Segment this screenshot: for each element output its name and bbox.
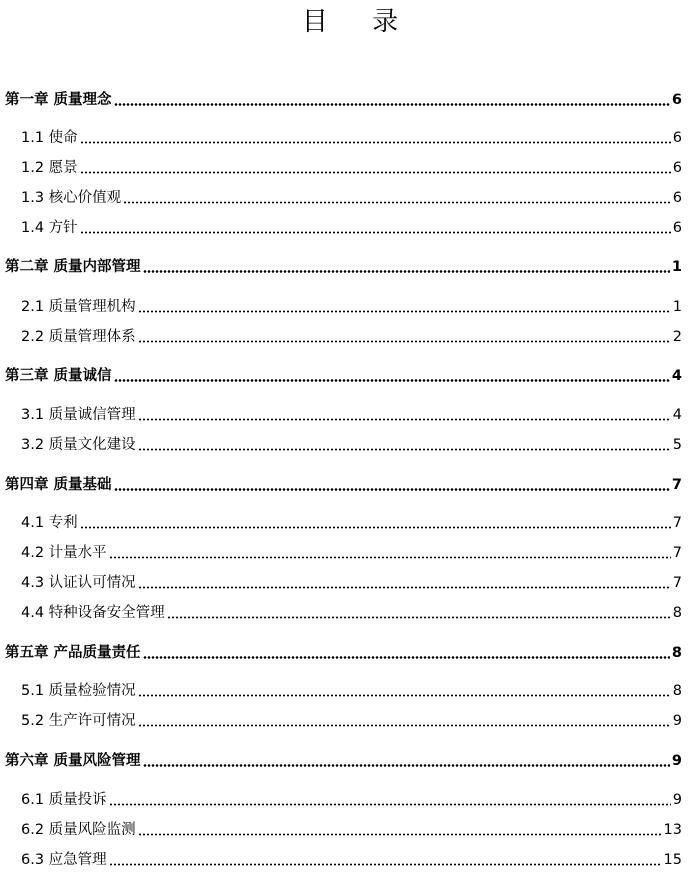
toc-page-number: 9 — [672, 713, 682, 729]
toc-dot-leader — [143, 764, 670, 767]
toc-entry-title: 第六章 质量风险管理 — [5, 753, 141, 769]
toc-dot-leader — [109, 556, 671, 559]
toc-page-number: 4 — [671, 368, 682, 384]
toc-entry-title: 4.3 认证认可情况 — [21, 575, 136, 591]
toc-entry-title: 5.1 质量检验情况 — [21, 683, 136, 699]
toc-entry-title: 第五章 产品质量责任 — [5, 645, 141, 661]
toc-dot-leader — [109, 863, 662, 866]
toc-entry-title: 1.2 愿景 — [21, 160, 78, 176]
toc-entry-title: 第一章 质量理念 — [5, 92, 112, 108]
toc-section-entry[interactable] — [21, 599, 682, 623]
toc-chapter-entry[interactable] — [5, 639, 682, 663]
toc-page-number: 6 — [672, 190, 682, 206]
toc-section-entry[interactable] — [21, 707, 682, 731]
toc-dot-leader — [138, 340, 671, 343]
toc-section-entry[interactable] — [21, 124, 682, 148]
toc-section-entry[interactable] — [21, 323, 682, 347]
toc-page-number: 6 — [672, 160, 682, 176]
toc-dot-leader — [138, 833, 662, 836]
toc-section-entry[interactable] — [21, 293, 682, 317]
toc-entry-title: 1.1 使命 — [21, 130, 78, 146]
toc-page-number: 1 — [671, 259, 682, 275]
toc-entry-title: 6.2 质量风险监测 — [21, 822, 136, 838]
toc-chapter-entry[interactable] — [5, 747, 682, 771]
toc-page-number: 7 — [671, 477, 682, 493]
toc-page-number: 6 — [672, 220, 682, 236]
toc-chapter-entry[interactable] — [5, 86, 682, 110]
toc-page-number: 4 — [672, 407, 682, 423]
toc-chapter-entry[interactable] — [5, 471, 682, 495]
toc-section-entry[interactable] — [21, 214, 682, 238]
toc-entry-title: 第三章 质量诚信 — [5, 368, 112, 384]
toc-dot-leader — [114, 488, 670, 491]
toc-entry-title: 1.4 方针 — [21, 220, 78, 236]
toc-dot-leader — [138, 448, 671, 451]
toc-section-entry[interactable] — [21, 816, 682, 840]
toc-page-number: 8 — [672, 683, 682, 699]
toc-entry-title: 2.1 质量管理机构 — [21, 299, 136, 315]
toc-entry-title: 6.3 应急管理 — [21, 852, 107, 868]
toc-section-entry[interactable] — [21, 846, 682, 870]
toc-entry-title: 第二章 质量内部管理 — [5, 259, 141, 275]
toc-dot-leader — [80, 231, 671, 234]
toc-section-entry[interactable] — [21, 154, 682, 178]
toc-page-number: 2 — [672, 329, 682, 345]
toc-entry-title: 3.2 质量文化建设 — [21, 437, 136, 453]
toc-entry-title: 6.1 质量投诉 — [21, 792, 107, 808]
toc-dot-leader — [143, 656, 670, 659]
toc-entry-title: 3.1 质量诚信管理 — [21, 407, 136, 423]
toc-chapter-entry[interactable] — [5, 253, 682, 277]
toc-section-entry[interactable] — [21, 786, 682, 810]
toc-entry-title: 5.2 生产许可情况 — [21, 713, 136, 729]
toc-entry-title: 4.2 计量水平 — [21, 545, 107, 561]
toc-section-entry[interactable] — [21, 509, 682, 533]
toc-dot-leader — [114, 379, 670, 382]
toc-section-entry[interactable] — [21, 539, 682, 563]
toc-page-number: 7 — [672, 515, 682, 531]
toc-dot-leader — [123, 201, 671, 204]
toc-entry-title: 4.1 专利 — [21, 515, 78, 531]
toc-page-number: 7 — [672, 575, 682, 591]
toc-dot-leader — [138, 418, 671, 421]
toc-dot-leader — [80, 171, 671, 174]
toc-dot-leader — [114, 103, 670, 106]
toc-dot-leader — [80, 526, 671, 529]
toc-dot-leader — [80, 141, 671, 144]
toc-entry-title: 4.4 特种设备安全管理 — [21, 605, 165, 621]
toc-dot-leader — [109, 803, 671, 806]
toc-section-entry[interactable] — [21, 569, 682, 593]
toc-page-number: 15 — [663, 852, 682, 868]
toc-dot-leader — [138, 694, 671, 697]
toc-page-number: 13 — [663, 822, 682, 838]
toc-page-number: 6 — [672, 130, 682, 146]
toc-page-number: 7 — [672, 545, 682, 561]
toc-section-entry[interactable] — [21, 677, 682, 701]
toc-section-entry[interactable] — [21, 184, 682, 208]
toc-page-number: 6 — [671, 92, 682, 108]
toc-dot-leader — [138, 310, 671, 313]
toc-title: 目 录 — [301, 7, 417, 37]
toc-dot-leader — [138, 724, 671, 727]
toc-chapter-entry[interactable] — [5, 362, 682, 386]
toc-dot-leader — [138, 586, 671, 589]
toc-page-number: 5 — [672, 437, 682, 453]
toc-page-number: 9 — [671, 753, 682, 769]
toc-dot-leader — [167, 616, 671, 619]
toc-entry-title: 1.3 核心价值观 — [21, 190, 122, 206]
toc-page-number: 1 — [672, 299, 682, 315]
toc-page-number: 9 — [672, 792, 682, 808]
toc-entry-title: 2.2 质量管理体系 — [21, 329, 136, 345]
toc-page-number: 8 — [671, 645, 682, 661]
toc-section-entry[interactable] — [21, 431, 682, 455]
toc-entry-title: 第四章 质量基础 — [5, 477, 112, 493]
toc-section-entry[interactable] — [21, 401, 682, 425]
toc-dot-leader — [143, 270, 670, 273]
toc-page-number: 8 — [672, 605, 682, 621]
